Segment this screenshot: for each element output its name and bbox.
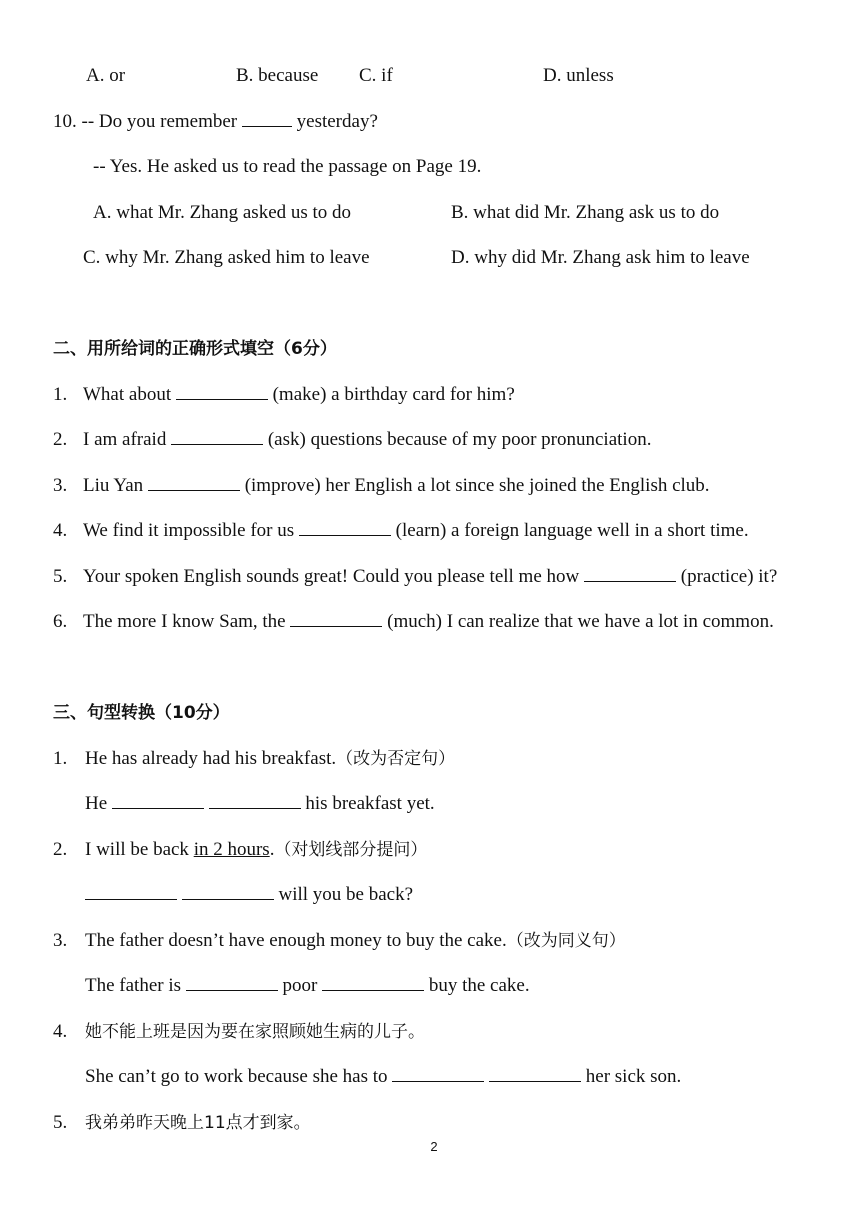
item-text: Your spoken English sounds great! Could you please tell me how [83, 566, 580, 587]
item-instruction: （对划线部分提问） [274, 840, 428, 860]
item-text: We find it impossible for us [83, 520, 295, 541]
transform-item [53, 747, 455, 771]
answer-text: She can’t go to work because she has to [85, 1066, 388, 1087]
answer-text: his breakfast yet. [305, 793, 435, 814]
item-number: 3. [53, 475, 68, 496]
item-number: 5. [53, 1112, 68, 1133]
answer-blank[interactable] [322, 974, 424, 991]
item-text: 我弟弟昨天晚上11点才到家。 [85, 1113, 311, 1133]
fill-item [53, 383, 515, 407]
item-text: He has already had his breakfast. [85, 748, 337, 769]
item-text: (make) a birthday card for him? [272, 384, 515, 405]
item-instruction: （改为否定句） [336, 749, 456, 769]
fill-item [53, 610, 774, 634]
transform-item [53, 1111, 311, 1135]
answer-blank[interactable] [209, 792, 301, 809]
answer-line [85, 974, 530, 998]
answer-blank[interactable] [584, 565, 676, 582]
option-d: D. why did Mr. Zhang ask him to leave [451, 247, 750, 268]
item-text: 她不能上班是因为要在家照顾她生病的儿子。 [85, 1022, 425, 1042]
fill-item [53, 519, 749, 543]
answer-text: The father is [85, 975, 182, 996]
option-a: A. what Mr. Zhang asked us to do [93, 202, 352, 223]
item-text: . [269, 839, 275, 860]
item-text: Liu Yan [83, 475, 144, 496]
item-text: (ask) questions because of my poor pronunciation. [267, 429, 652, 450]
answer-blank[interactable] [148, 474, 240, 491]
answer-blank[interactable] [182, 883, 274, 900]
underlined-phrase: in 2 hours [193, 839, 270, 860]
answer-blank[interactable] [186, 974, 278, 991]
option-b: B. what did Mr. Zhang ask us to do [451, 202, 720, 223]
answer-blank[interactable] [112, 792, 204, 809]
item-number: 4. [53, 1021, 68, 1042]
option-c: C. why Mr. Zhang asked him to leave [83, 247, 370, 268]
item-text: (learn) a foreign language well in a short time. [395, 520, 749, 541]
transform-item [53, 838, 427, 862]
item-number: 2. [53, 429, 68, 450]
item-text: The father doesn’t have enough money to buy the cake. [85, 930, 507, 951]
item-instruction: （改为同义句） [506, 931, 626, 951]
item-number: 4. [53, 520, 68, 541]
transform-item [53, 1020, 425, 1044]
question-text: yesterday? [296, 111, 378, 132]
answer-text: will you be back? [278, 884, 414, 905]
page-number: 2 [430, 1139, 438, 1154]
answer-line [85, 792, 435, 816]
answer-text: her sick son. [585, 1066, 682, 1087]
answer-blank[interactable] [489, 1065, 581, 1082]
option-d: D. unless [543, 65, 614, 86]
item-number: 1. [53, 384, 68, 405]
answer-line [85, 883, 413, 907]
question-text: -- Do you remember [81, 111, 238, 132]
answer-blank[interactable] [392, 1065, 484, 1082]
fill-item [53, 565, 777, 589]
answer-text: buy the cake. [428, 975, 530, 996]
section-2-heading: 二、用所给词的正确形式填空（6分） [53, 339, 337, 359]
question-10-reply: -- Yes. He asked us to read the passage on Page 19. [93, 156, 482, 177]
answer-blank[interactable] [85, 883, 177, 900]
item-text: (much) I can realize that we have a lot in common. [387, 611, 774, 632]
answer-text: He [85, 793, 108, 814]
item-number: 3. [53, 930, 68, 951]
fill-item [53, 428, 651, 452]
option-c: C. if [359, 65, 393, 86]
item-text: (practice) it? [680, 566, 778, 587]
transform-item [53, 929, 626, 953]
item-text: I am afraid [83, 429, 167, 450]
answer-blank[interactable] [171, 428, 263, 445]
answer-blank[interactable] [299, 519, 391, 536]
fill-item [53, 474, 710, 498]
item-text: (improve) her English a lot since she joined the English club. [244, 475, 710, 496]
item-text: The more I know Sam, the [83, 611, 286, 632]
answer-text: poor [282, 975, 318, 996]
item-text: What about [83, 384, 172, 405]
item-number: 2. [53, 839, 68, 860]
option-b: B. because [236, 65, 319, 86]
option-a: A. or [86, 65, 126, 86]
item-number: 1. [53, 748, 68, 769]
answer-blank[interactable] [176, 383, 268, 400]
question-number: 10. [53, 111, 77, 132]
answer-line [85, 1065, 681, 1089]
answer-blank[interactable] [242, 110, 292, 127]
item-number: 5. [53, 566, 68, 587]
question-10 [53, 110, 378, 134]
answer-blank[interactable] [290, 610, 382, 627]
section-3-heading: 三、句型转换（10分） [53, 703, 230, 723]
item-text: I will be back [85, 839, 189, 860]
item-number: 6. [53, 611, 68, 632]
